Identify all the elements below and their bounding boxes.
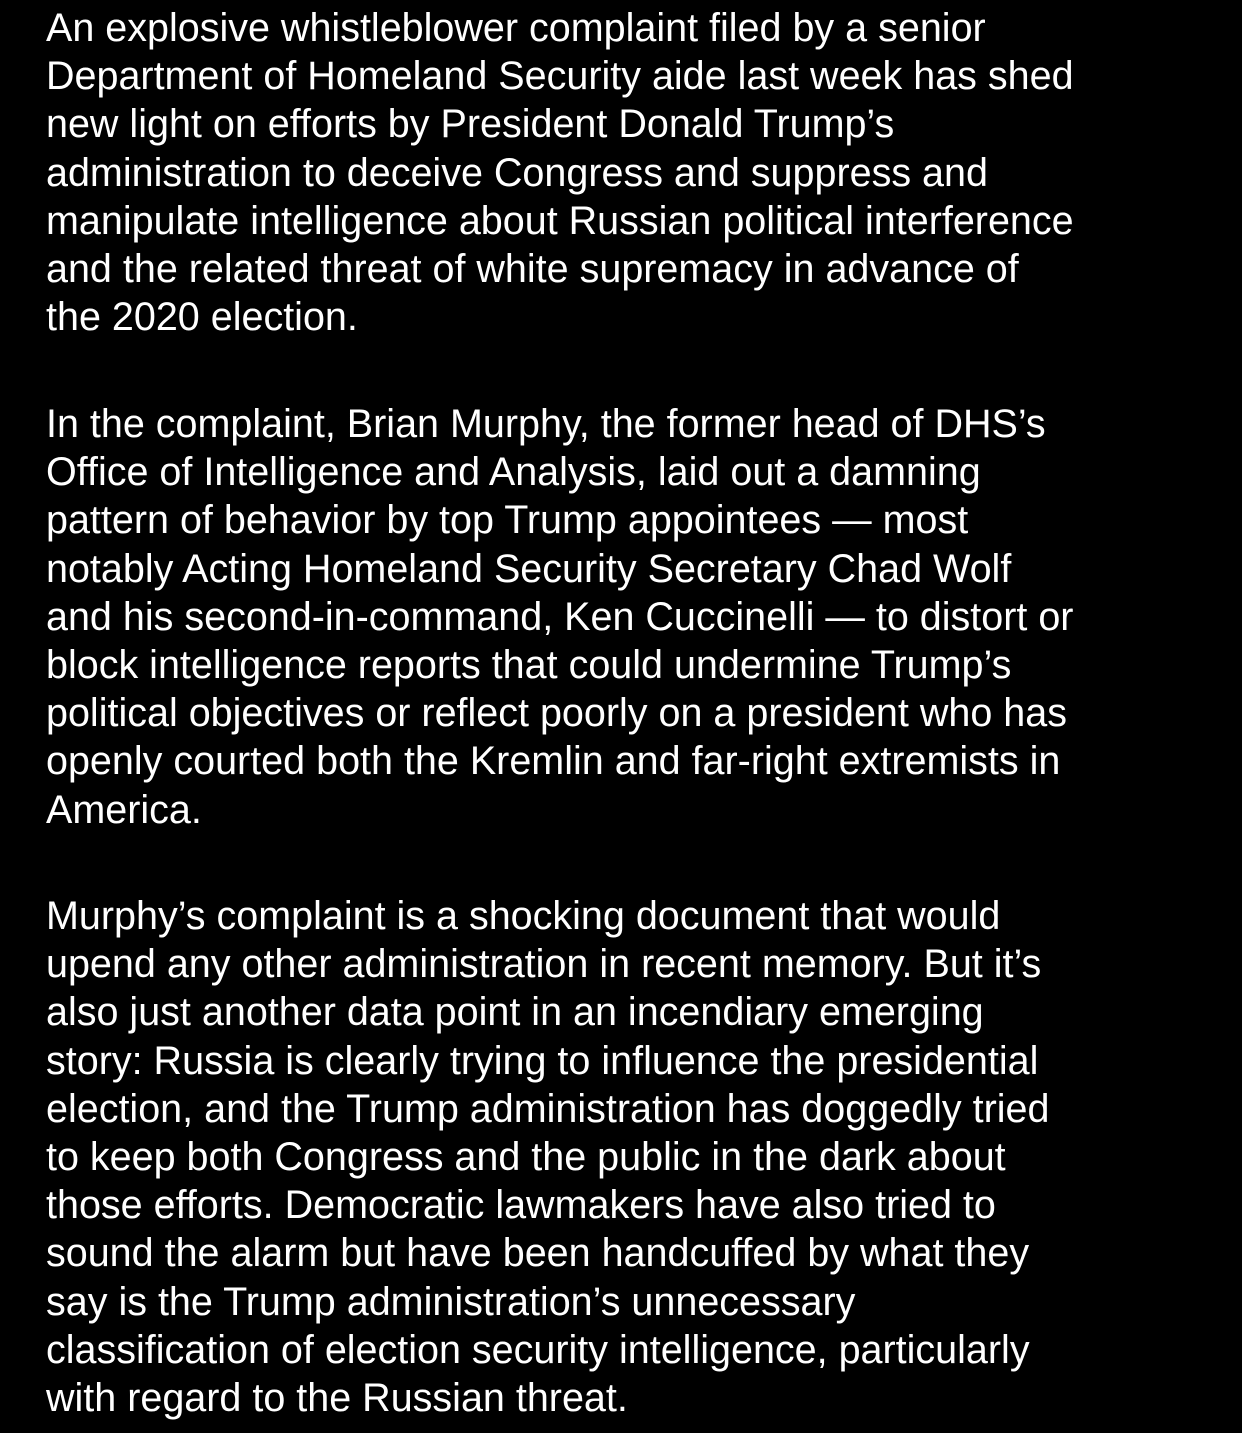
paragraph-line: to keep both Congress and the public in the dark about <box>46 1135 1006 1180</box>
paragraph-line: new light on efforts by President Donald Trump’s <box>46 102 895 147</box>
paragraph-line: An explosive whistleblower complaint filed by a senior <box>46 6 986 50</box>
paragraph-line: and the related threat of white supremacy in advance of <box>46 247 1019 292</box>
paragraph-line: the 2020 election. <box>46 295 358 340</box>
paragraph-line: Department of Homeland Security aide last week has shed <box>46 54 1074 99</box>
paragraph-line: upend any other administration in recent memory. But it’s <box>46 942 1042 987</box>
paragraph-line: manipulate intelligence about Russian political interference <box>46 198 1074 243</box>
paragraph-line: block intelligence reports that could undermine Trump’s <box>46 643 1012 688</box>
paragraph-line: and his second-in-command, Ken Cuccinelli — to distort or <box>46 594 1074 639</box>
paragraph-line: political objectives or reflect poorly on a president who has <box>46 691 1067 736</box>
paragraph-line: election, and the Trump administration has doggedly tried <box>46 1086 1050 1131</box>
paragraph-line: America. <box>46 787 202 832</box>
paragraph-line: openly courted both the Kremlin and far-right extremists in <box>46 739 1061 784</box>
article-paragraph <box>46 4 1074 341</box>
paragraph-line: Office of Intelligence and Analysis, laid out a damning <box>46 450 981 495</box>
paragraph-line: classification of election security intelligence, particularly <box>46 1327 1030 1372</box>
paragraph-line: with regard to the Russian threat. <box>46 1376 628 1421</box>
paragraph-line: story: Russia is clearly trying to influence the presidential <box>46 1038 1039 1083</box>
paragraph-line: also just another data point in an incendiary emerging <box>46 990 984 1035</box>
paragraph-line: Murphy’s complaint is a shocking document that would <box>46 894 1001 938</box>
paragraph-line: sound the alarm but have been handcuffed by what they <box>46 1231 1030 1276</box>
article-paragraph <box>46 400 1073 834</box>
paragraph-line: say is the Trump administration’s unnecessary <box>46 1279 856 1324</box>
paragraph-line: administration to deceive Congress and suppress and <box>46 150 988 195</box>
paragraph-line: pattern of behavior by top Trump appointees — most <box>46 498 969 543</box>
paragraph-line: notably Acting Homeland Security Secretary Chad Wolf <box>46 546 1012 591</box>
article-paragraph <box>46 892 1049 1422</box>
paragraph-line: In the complaint, Brian Murphy, the former head of DHS’s <box>46 402 1046 446</box>
paragraph-line: those efforts. Democratic lawmakers have also tried to <box>46 1183 996 1228</box>
